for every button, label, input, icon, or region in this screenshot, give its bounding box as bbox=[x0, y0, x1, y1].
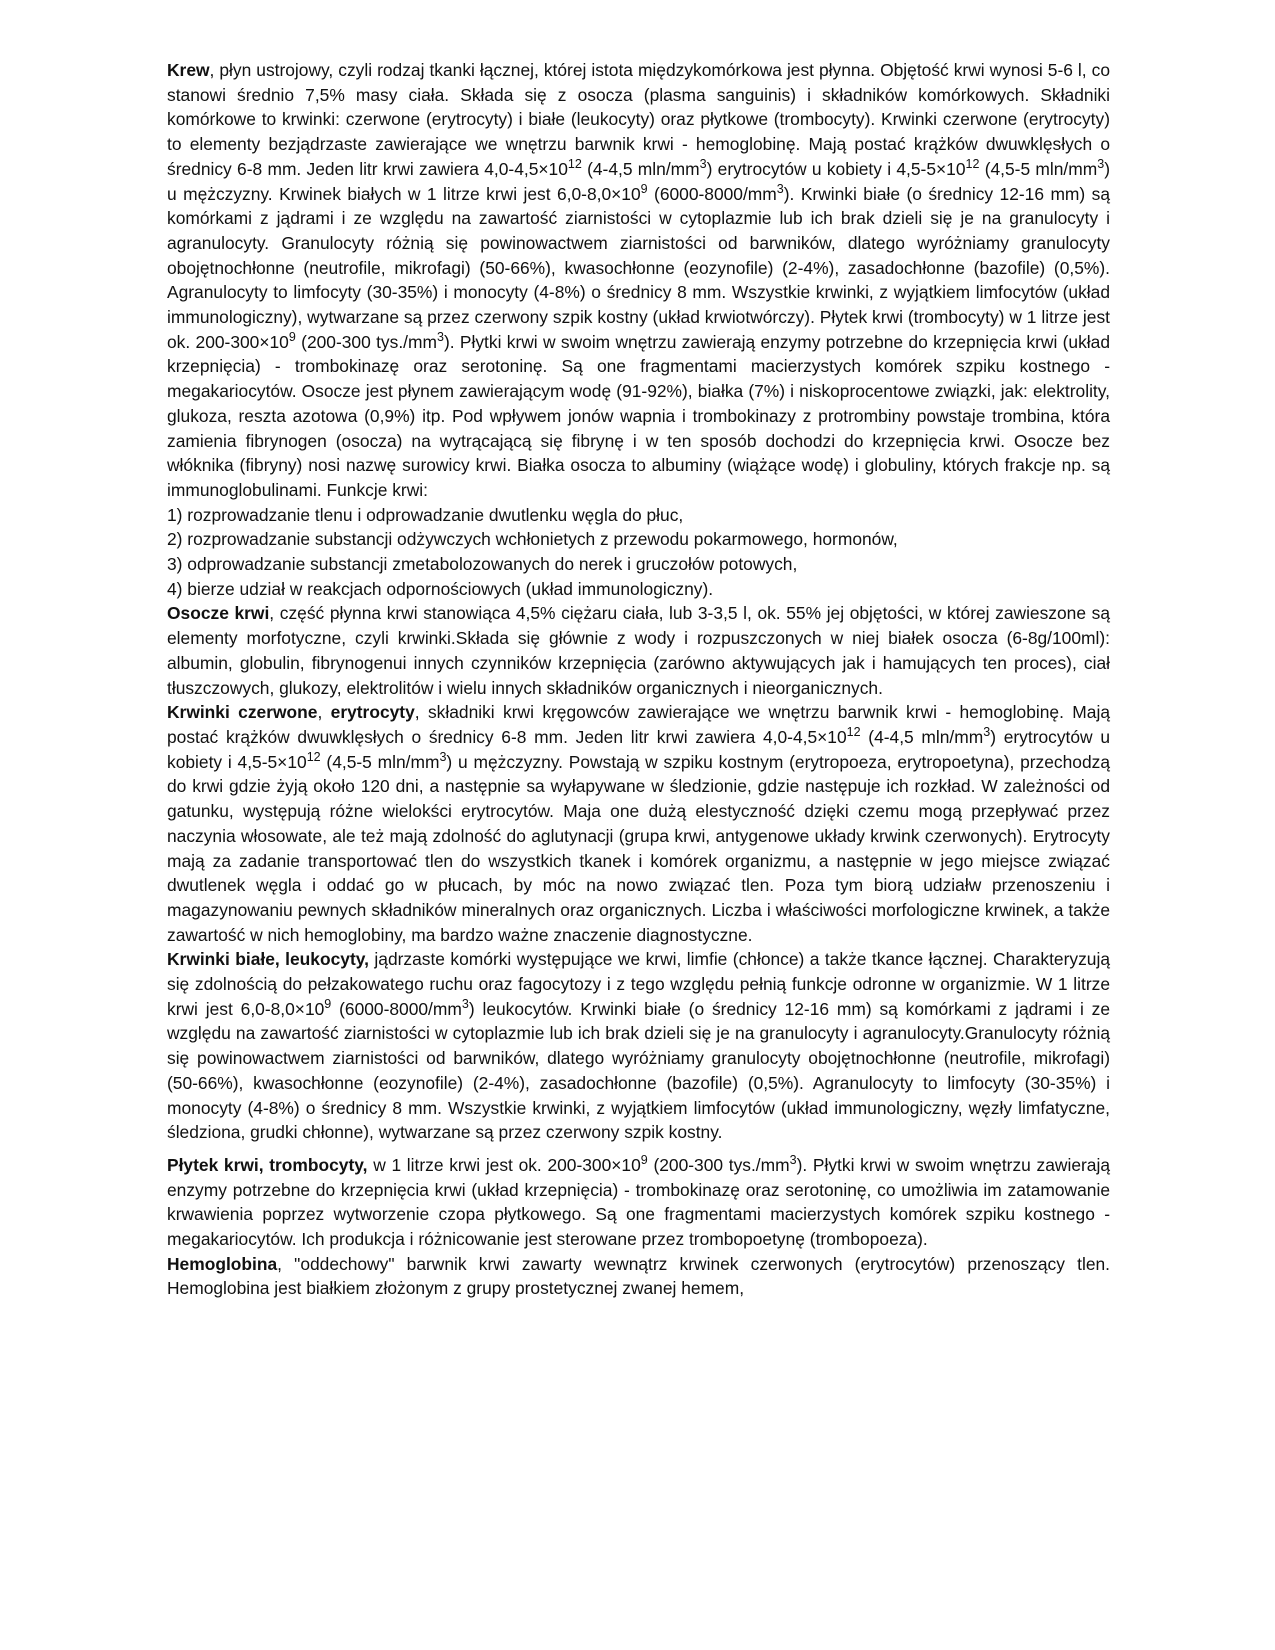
superscript: 12 bbox=[567, 156, 582, 171]
document-page bbox=[167, 58, 1110, 1301]
superscript: 3 bbox=[439, 749, 447, 764]
bold-term: Krwinki białe, leukocyty, bbox=[167, 949, 369, 970]
bold-term: erytrocyty bbox=[330, 702, 415, 723]
list-item-4: 4) bierze udział w reakcjach odpornościowych (układ immunologiczny). bbox=[167, 578, 714, 599]
bold-term: Płytek krwi, trombocyty, bbox=[167, 1154, 368, 1175]
superscript: 3 bbox=[699, 156, 707, 171]
superscript: 3 bbox=[983, 725, 991, 740]
superscript: 3 bbox=[461, 996, 469, 1011]
superscript: 3 bbox=[436, 329, 444, 344]
superscript: 9 bbox=[640, 1153, 648, 1168]
superscript: 12 bbox=[306, 749, 321, 764]
bold-term: Osocze krwi bbox=[167, 603, 270, 624]
paragraph-krwinki-biale: Krwinki białe, leukocyty, jądrzaste komórki występujące we krwi, limfie (chłonce) a także tkance łącznej. Charakteryzują się zdolnością do pełzakowatego ruchu oraz fagocytozy i z tego względu pełnią funkcje odronne w organizmie. W 1 litrze krwi jest $6,0-8,0\times 10^9$ $(6000-8000/mm^3)$ leukocytów. Krwinki białe (o średnicy 12-16 mm) są komórkami z jądrami i ze względu na zawartość ziarnistości w cytoplazmie lub ich brak dzieli się je na granulocyty i agranulocyty.Granulocyty różnią się powinowactwem ziarnistości od barwników, dlatego wyróżniamy granulocyty obojętnochłonne (neutrofile, mikrofagi) (50-66%), kwasochłonne (eozynofile) (2-4%), zasadochłonne (bazofile) (0,5%). Agranulocyty to limfocyty (30-35%) i monocyty (4-8%) o średnicy 8 mm. Wszystkie krwinki, z wyjątkiem limfocytów (układ immunologiczny, węzły limfatyczne, śledziona, grudki chłonne), wytwarzane są przez czerwony szpik kostny. bbox=[167, 949, 1111, 1143]
superscript: 3 bbox=[776, 181, 784, 196]
list-item-3: 3) odprowadzanie substancji zmetabolozowanych do nerek i gruczołów potowych, bbox=[167, 554, 798, 575]
list-item-1: 1) rozprowadzanie tlenu i odprowadzanie dwutlenku węgla do płuc, bbox=[167, 504, 684, 525]
superscript: 9 bbox=[640, 181, 648, 196]
list-item-2: 2) rozprowadzanie substancji odżywczych wchłonietych z przewodu pokarmowego, hormonów, bbox=[167, 529, 898, 550]
bold-term: Hemoglobina bbox=[167, 1253, 278, 1274]
superscript: 12 bbox=[846, 725, 861, 740]
bold-term: Krwinki czerwone bbox=[167, 702, 318, 723]
superscript: 9 bbox=[288, 329, 296, 344]
paragraph-krew: Krew, płyn ustrojowy, czyli rodzaj tkanki łącznej, której istota międzykomórkowa jest płynna. Objętość krwi wynosi 5-6 l, co stanowi średnio 7,5% masy ciała. Składa się z osocza (plasma sanguinis) i składników komórkowych. Składniki komórkowe to krwinki: czerwone (erytrocyty) i białe (leukocyty) oraz płytkowe (trombocyty). Krwinki czerwone (erytrocyty) to elementy bezjądrzaste zawierające we wnętrzu barwnik krwi - hemoglobinę. Mają postać krążków dwuwklęsłych o średnicy 6-8 mm. Jeden litr krwi zawiera $4,0-4,5\times 10^{12}$ (4-4,5 mln/$mm^3$) erytrocytów u kobiety i $4,5-5\times 10^{12}$ (4,5-5 mln/$mm^3$) u mężczyzny. Krwinek białych w 1 litrze krwi jest $6,0-8,0\times 10^9$ $(6000-8000/mm^3)$. Krwinki białe (o średnicy 12-16 mm) są komórkami z jądrami i ze względu na zawartość ziarnistości w cytoplazmie lub ich brak dzieli się je na granulocyty i agranulocyty. Granulocyty różnią się powinowactwem ziarnistości od barwników, dlatego wyróżniamy granulocyty obojętnochłonne (neutrofile, mikrofagi) (50-66%), kwasochłonne (eozynofile) (2-4%), zasadochłonne (bazofile) (0,5%). Agranulocyty to limfocyty (30-35%) i monocyty (4-8%) o średnicy 8 mm. Wszystkie krwinki, z wyjątkiem limfocytów (układ immunologiczny), wytwarzane są przez czerwony szpik kostny (układ krwiotwórczy). Płytek krwi (trombocyty) w 1 litrze jest ok. $200-300\times 10^9$ (200-300 $tys./mm^3$). Płytki krwi w swoim wnętrzu zawierają enzymy potrzebne do krzepnięcia krwi (układ krzepnięcia) - trombokinazę oraz serotoninę. Są one fragmentami macierzystych komórek szpiku kostnego - megakariocytów. Osocze jest płynem zawierającym wodę (91-92%), białka (7%) i niskoprocentowe związki, jak: elektrolity, glukoza, reszta azotowa (0,9%) itp. Pod wpływem jonów wapnia i trombokinazy z protrombiny powstaje trombina, która zamienia fibrynogen (osocza) na wytrącającą się fibrynę i w ten sposób dochodzi do krzepnięcia krwi. Osocze bez włóknika (fibryny) nosi nazwę surowicy krwi. Białka osocza to albuminy (wiążące wodę) i globuliny, których frakcje np. są immunoglobulinami. Funkcje krwi: bbox=[167, 60, 1111, 500]
superscript: 12 bbox=[965, 156, 980, 171]
superscript: 3 bbox=[1097, 156, 1105, 171]
paragraph-osocze-krwi: Osocze krwi, część płynna krwi stanowiąca 4,5% ciężaru ciała, lub 3-3,5 l, ok. 55% jej objętości, w której zawieszone są elementy morfotyczne, czyli krwinki.Składa się głównie z wody i rozpuszczonych w niej białek osocza (6-8g/100ml): albumin, globulin, fibrynogenui innych czynników krzepnięcia (zarówno aktywujących jak i hamujących ten proces), ciał tłuszczowych, glukozy, elektrolitów i wielu innych składników organicznych i nieorganicznych. bbox=[167, 603, 1110, 698]
paragraph-plytki-krwi: Płytek krwi, trombocyty, w 1 litrze krwi jest ok. $200-300\times 10^9$ (200-300 $tys./mm^3$). Płytki krwi w swoim wnętrzu zawierają enzymy potrzebne do krzepnięcia krwi (układ krzepnięcia) - trombokinazę oraz serotoninę, co umożliwia im zatamowanie krwawienia poprzez wytworzenie czopa płytkowego. Są one fragmentami macierzystych komórek szpiku kostnego - megakariocytów. Ich produkcja i różnicowanie jest sterowane przez trombopoetynę (trombopoeza). bbox=[167, 1153, 1110, 1250]
paragraph-hemoglobina: Hemoglobina, "oddechowy" barwnik krwi zawarty wewnątrz krwinek czerwonych (erytrocytów) przenoszący tlen. Hemoglobina jest białkiem złożonym z grupy prostetycznej zwanej hemem, bbox=[167, 1253, 1110, 1299]
bold-term: Krew bbox=[167, 60, 210, 80]
superscript: 9 bbox=[324, 996, 332, 1011]
superscript: 3 bbox=[789, 1153, 797, 1168]
paragraph-krwinki-czerwone: Krwinki czerwone, erytrocyty, składniki krwi kręgowców zawierające we wnętrzu barwnik krwi - hemoglobinę. Mają postać krążków dwuwklęsłych o średnicy 6-8 mm. Jeden litr krwi zawiera $4,0-4,5\times 10^{12}$ (4-4,5 mln/$mm^3$) erytrocytów u kobiety i $4,5-5\times 10^{12}$ (4,5-5 mln/$mm^3$) u mężczyzny. Powstają w szpiku kostnym (erytropoeza, erytropoetyna), przechodzą do krwi gdzie żyją około 120 dni, a następnie sa wyłapywane w śledzionie, gdzie następuje ich rozkład. W zależności od gatunku, występują różne wielokści erytrocytów. Maja one dużą elestyczność dzięki czemu mogą przepływać przez naczynia włosowate, ale też mają zdolność do aglutynacji (grupa krwi, antygenowe układy krwink czerwonych). Erytrocyty mają za zadanie transportować tlen do wszystkich tkanek i komórek organizmu, a następnie w jego miejsce związać dwutlenek węgla i oddać go w płucach, by móc na nowo związać tlen. Poza tym biorą udziałw przenoszeniu i magazynowaniu pewnych składników mineralnych oraz organicznych. Liczba i właściwości morfologiczne krwinek, a także zawartość w nich hemoglobiny, ma bardzo ważne znaczenie diagnostyczne. bbox=[167, 702, 1111, 945]
